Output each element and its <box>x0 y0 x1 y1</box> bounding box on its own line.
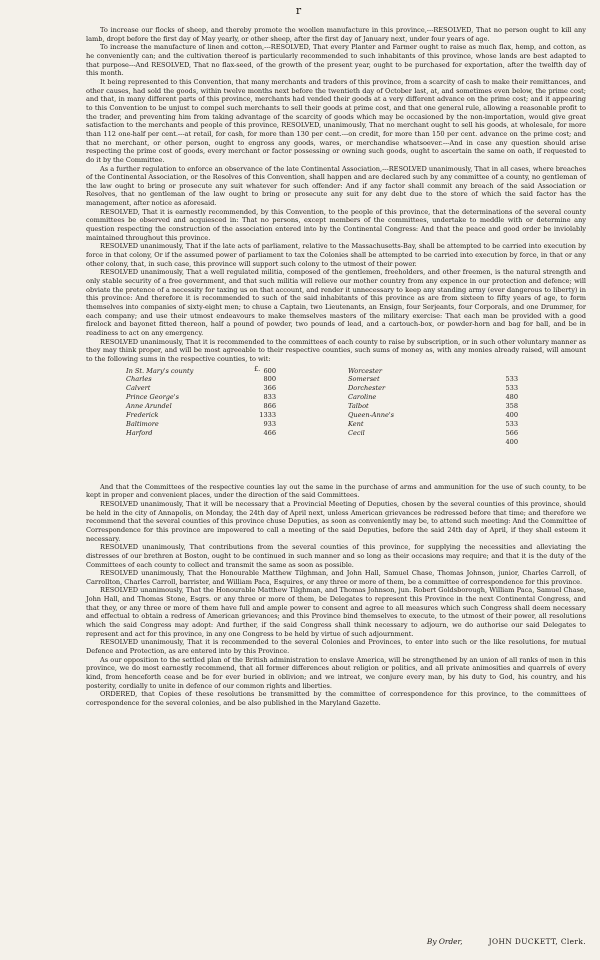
county-amount: 833 <box>263 393 276 402</box>
county-amount: 800 <box>263 375 276 384</box>
county-amount: 480 <box>505 393 518 402</box>
resolution-paragraph: RESOLVED unanimously, That it is recommended to the committees of each county to raise by subscription, or in such other voluntary manner as they may think proper, and will be most agreeable to their respective counties, such sums of money as, with any monies already raised, will amount to the following sums in the respective counties, to wit: <box>86 337 586 363</box>
county-name: Somerset <box>348 375 380 384</box>
county-amount: 358 <box>505 402 518 411</box>
resolution-paragraph: And that the Committees of the respective counties lay out the same in the purchase of arms and ammunition for the use of such county, to be kept in proper and convenient places, under the direction of the said Committees. <box>86 482 586 500</box>
county-row <box>348 411 518 420</box>
resolution-paragraph: RESOLVED, That it is earnestly recommended, by this Convention, to the people of this province, that the determinations of the several county committees be observed and acquiesced in: That no persons, except members of the committees, undertake to meddle with or determine any question respecting the construction of the association entered into by the Continental Congress: And that the peace and good order be inviolably maintained throughout this province. <box>86 207 586 242</box>
county-name: Cecil <box>348 428 365 437</box>
by-order-text: By Order, <box>426 937 463 946</box>
county-column-right <box>348 367 518 447</box>
resolution-paragraph: To increase the manufacture of linen and cotton,---RESOLVED, That every Planter and Farmer ought to raise as much flax, hemp, and cotton, as he conveniently can; and the cultivation thereof is particularly recommended to such inhabitants of this province, whose lands are best adapted to that purpose---And RESOLVED, That no flax-seed, of the growth of the present year, ought to be purchased for exportation, after the twelfth day of this month. <box>86 43 586 78</box>
resolutions-before-list <box>86 26 586 364</box>
clerk-signature: JOHN DUCKETT, Clerk. <box>488 937 586 946</box>
county-row <box>126 393 276 402</box>
county-name: Kent <box>348 419 364 428</box>
county-amount: 933 <box>263 419 276 428</box>
currency-symbol: £. <box>254 364 261 373</box>
resolution-paragraph: As our opposition to the settled plan of the British administration to enslave America, will be strengthened by an union of all ranks of men in this province, we do most earnestly recommend, that all former differences about religion or politics, and all private animosities and quarrels of every kind, from henceforth cease and be for ever buried in oblivion; and we intreat, we conjure every man, by his duty to God, his country, and his posterity, cordially to unite in defence of our common rights and liberties. <box>86 655 586 690</box>
county-amount: 600 <box>263 366 276 375</box>
county-name: Talbot <box>348 402 369 411</box>
county-row <box>348 429 518 438</box>
county-name: Frederick <box>126 411 159 420</box>
county-name: Queen-Anne's <box>348 411 395 420</box>
county-name: Anne Arundel <box>126 402 172 411</box>
county-row <box>126 411 276 420</box>
county-row <box>348 438 518 447</box>
county-amount: 400 <box>505 411 518 420</box>
county-row <box>126 420 276 429</box>
county-row <box>348 393 518 402</box>
county-amount: 866 <box>263 402 276 411</box>
county-row <box>348 402 518 411</box>
county-name: Dorchester <box>348 384 386 393</box>
county-row <box>348 420 518 429</box>
resolution-paragraph: As a further regulation to enforce an observance of the late Continental Association,---RESOLVED unanimously, That in all cases, where breaches of the Continental Association, or the Resolves of this Convention, shall happen and are declared such by any committee of a county, no gentleman of the law ought to bring or prosecute any suit whatever for such offender: And if any factor shall commit any breach of the said Association or Resolves, that no gentleman of the law ought to bring or prosecute any suit for any debt due to the store of which the said factor has the management, after notice as aforesaid. <box>86 164 586 208</box>
resolution-paragraph: It being represented to this Convention, that many merchants and traders of this province, from a scarcity of cash to make their remittances, and other causes, had sold the goods, within twelve months next before the twentieth day of October last, at, and sometimes even below, the prime cost; and that, in many different parts of this province, merchants had vended their goods at a very different advance on the prime cost; and it appearing to this Convention to be unjust to compel such merchants to sell their goods at prime cost, and that one general rule, allowing a reasonable profit to the trader, and preventing him from taking advantage of the scarcity of goods which may be occasioned by the non-importation, would give great satisfaction to the merchants and people of this province, RESOLVED, unanimously, That no merchant ought to sell his goods, at wholesale, for more than 112 one-half per cent.---at retail, for cash, for more than 130 per cent.---on credit, for more than 150 per cent. advance on the prime cost; and that no merchant, or other person, ought to engross any goods, wares, or merchandise whatsoever.---And in case any question should arise respecting the prime cost of goods, every merchant or factor possessing or owning such goods, ought to ascertain the same on oath, if requested to do it by the Committee. <box>86 77 586 164</box>
resolution-paragraph: RESOLVED unanimously, That a well regulated militia, composed of the gentlemen, freeholders, and other freemen, is the natural strength and only stable security of a free government, and that such militia will relieve our mother country from any expence in our protection and defence; will obviate the pretence of a necessity for taxing us on that account, and render it unnecessary to keep any standing army (ever dangerous to liberty) in this province: And therefore it is recommended to such of the said inhabitants of this province as are from sixteen to fifty years of age, to form themselves into companies of sixty-eight men; to chuse a Captain, two Lieutenants, an Ensign, four Serjeants, four Corporals, and one Drummer, for each company; and use their utmost endeavours to make themselves masters of the military exercise: That each man be provided with a good firelock and bayonet fitted thereon, half a pound of powder, two pounds of lead, and a cartouch-box, or powder-horn and bag for ball, and be in readiness to act on any emergency. <box>86 268 586 337</box>
county-amount: 566 <box>505 428 518 437</box>
resolution-paragraph: RESOLVED unanimously, That it is recommended to the several Colonies and Provinces, to enter into such or the like resolutions, for mutual Defence and Protection, as are entered into by this Province. <box>86 638 586 656</box>
county-name: Worcester <box>348 366 382 375</box>
county-name: Prince George's <box>126 393 179 402</box>
county-name: Harford <box>126 428 153 437</box>
page-mark: r <box>295 4 305 17</box>
county-amount: 1333 <box>259 411 276 420</box>
county-amount: 533 <box>505 375 518 384</box>
county-row <box>126 375 276 384</box>
resolution-paragraph: RESOLVED unanimously, That it will be necessary that a Provincial Meeting of Deputies, chosen by the several counties of this province, should be held in the city of Annapolis, on Monday, the 24th day of April next, unless American grievances be redressed before that time; and therefore we recommend that the several counties of this province chuse Deputies, as soon as conveniently may be, to attend such meeting: And the Committee of Correspondence for this province are impowered to call a meeting of the said Deputies, before the said 24th day of April, if they shall esteem it necessary. <box>86 499 586 543</box>
county-row <box>348 375 518 384</box>
county-row <box>348 384 518 393</box>
county-amount <box>472 367 518 376</box>
county-row <box>348 367 518 376</box>
county-amount: 533 <box>505 384 518 393</box>
county-amount: 466 <box>263 428 276 437</box>
county-name: Calvert <box>126 384 151 393</box>
resolution-paragraph: RESOLVED unanimously, That the Honourable Matthew Tilghman, and Thomas Johnson, jun. Robert Goldsborough, William Paca, Samuel Chase, John Hall, and Thomas Stone, Esqrs. or any three or more of them, be Delegates to represent this Province in the next Continental Congress, and that they, or any three or more of them have full and ample power to consent and agree to all measures which such Congress shall deem necessary and effectual to obtain a redress of American grievances; and this Province bind themselves to execute, to the utmost of their power, all resolutions which the said Congress may adopt: And further, if the said Congress shall think necessary to adjourn, we do authorise our said Delegates to represent and act for this province, in any one Congress to be held by virtue of such adjournment. <box>86 586 586 638</box>
resolution-paragraph: To increase our flocks of sheep, and thereby promote the woollen manufacture in this province,---RESOLVED, That no person ought to kill any lamb, dropt before the first day of May yearly, or other sheep, after the first day of January next, under four years of age. <box>86 26 586 43</box>
resolution-paragraph: RESOLVED unanimously, That the Honourable Matthew Tilghman, and John Hall, Samuel Chase, Thomas Johnson, junior, Charles Carroll, of Carrollton, Charles Carroll, barrister, and William Paca, Esquires, or any three or more of them, be a committee of correspondence for this province. <box>86 569 586 586</box>
resolutions-after-list <box>86 483 586 708</box>
county-amount: 533 <box>505 419 518 428</box>
county-name: Caroline <box>348 393 377 402</box>
county-amount: 400 <box>505 437 518 446</box>
county-row <box>126 402 276 411</box>
county-name: Baltimore <box>126 419 159 428</box>
resolution-paragraph: ORDERED, that Copies of these resolutions be transmitted by the committee of correspondence for this province, to the committees of correspondence for the several colonies, and be also published in the Maryland Gazette. <box>86 690 586 707</box>
county-name: Charles <box>126 375 152 384</box>
text-column <box>86 26 586 708</box>
county-sums-table <box>86 364 586 479</box>
resolution-paragraph: RESOLVED unanimously, That if the late acts of parliament, relative to the Massachusetts-Bay, shall be attempted to be carried into execution by force in that colony, Or if the assumed power of parliament to tax the Colonies shall be attempted to be carried into execution by force, in that or any other colony, that, in such case, this province will support such colony to the utmost of their power. <box>86 242 586 268</box>
county-amount: 366 <box>263 384 276 393</box>
county-name: In St. Mary's county <box>126 366 194 375</box>
resolution-paragraph: RESOLVED unanimously, That contributions from the several counties of this province, for supplying the necessities and alleviating the distresses of our brethren at Boston, ought to be continued in such manner and so long as their occasions may require; and that it is the duty of the Committees of each county to collect and transmit the same as soon as possible. <box>86 543 586 569</box>
county-row <box>126 364 276 376</box>
county-row <box>126 429 276 438</box>
signature-block <box>86 937 586 946</box>
county-column-left <box>126 364 276 438</box>
county-row <box>126 384 276 393</box>
